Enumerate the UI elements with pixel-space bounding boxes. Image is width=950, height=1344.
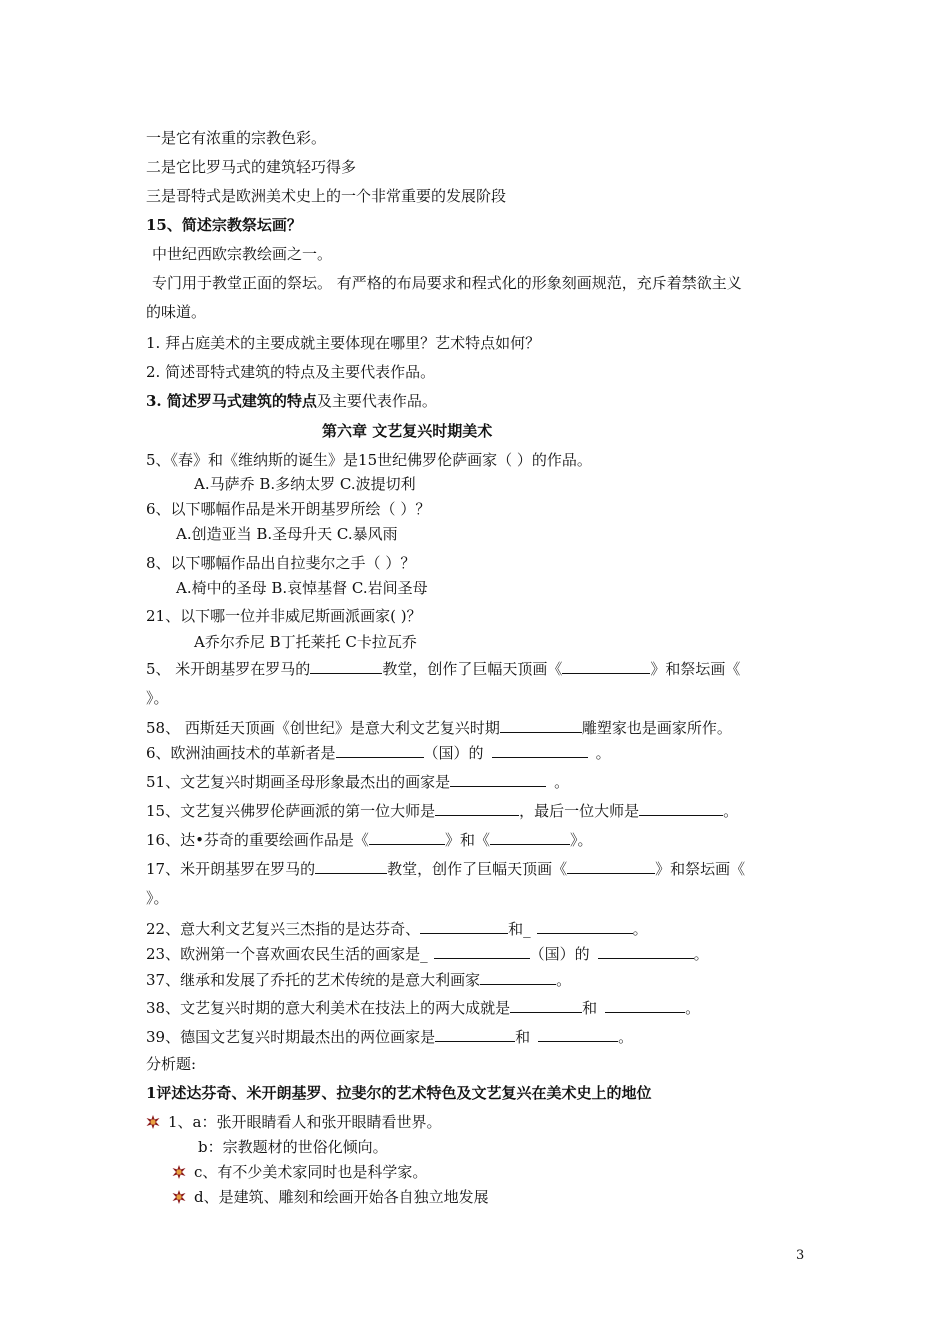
question-options: A.创造亚当 B.圣母升天 C.暴风雨 [176, 525, 398, 543]
answer-blank [510, 997, 582, 1013]
text-span: 。 [554, 773, 570, 791]
text-span: 。 [632, 920, 648, 938]
fill-blank-line [146, 858, 745, 879]
fill-blank-line [146, 969, 571, 990]
answer-blank [434, 943, 530, 959]
text-span: 。 [556, 971, 572, 989]
answer-blank [500, 717, 582, 733]
text-span: 1、a：张开眼睛看人和张开眼睛看世界。 [168, 1113, 442, 1131]
text-span: 》。 [569, 831, 593, 849]
text-span: 39、德国文艺复兴时期最杰出的两位画家是 [146, 1028, 436, 1046]
text-span: 17、米开朗基罗在罗马的 [146, 860, 316, 878]
text-line: b：宗教题材的世俗化倾向。 [198, 1138, 388, 1156]
question-text: 6、以下哪幅作品是米开朗基罗所绘（ ）？ [146, 500, 431, 518]
question-options: A乔尔乔尼 B丁托莱托 C卡拉瓦乔 [194, 633, 417, 651]
section-heading: 分析题: [146, 1055, 197, 1073]
bullet-item [172, 1162, 427, 1182]
text-span: 。 [723, 802, 739, 820]
text-span: 。 [618, 1028, 634, 1046]
text-span: 和 [582, 999, 598, 1017]
answer-blank [369, 829, 445, 845]
answer-blank [538, 1026, 618, 1042]
text-span: d、是建筑、雕刻和绘画开始各自独立地发展 [194, 1188, 489, 1206]
fill-blank-line [146, 943, 709, 964]
fill-blank-line [146, 829, 592, 850]
text-span: 51、文艺复兴时期画圣母形象最杰出的画家是 [146, 773, 451, 791]
question-text: 5、《春》和《维纳斯的诞生》是15世纪佛罗伦萨画家（ ）的作品。 [146, 451, 592, 469]
answer-blank [435, 800, 519, 816]
bullet-item [146, 1112, 442, 1132]
text-span: 58、 西斯廷天顶画《创世纪》是意大利文艺复兴时期 [146, 719, 500, 737]
text-span: 》和祭坛画《 [655, 860, 746, 878]
answer-blank [450, 771, 546, 787]
question-options: A.椅中的圣母 B.哀悼基督 C.岩间圣母 [176, 579, 428, 597]
fill-blank-line [146, 1026, 633, 1047]
answer-blank [639, 800, 723, 816]
answer-blank [492, 742, 588, 758]
text-span: c、有不少美术家同时也是科学家。 [194, 1163, 428, 1181]
star-bullet-icon [172, 1164, 186, 1178]
answer-blank [605, 997, 685, 1013]
answer-blank [480, 969, 556, 985]
text-line: 》。 [146, 889, 169, 907]
text-line: 中世纪西欧宗教绘画之一。 [152, 245, 333, 263]
fill-blank-line [146, 997, 700, 1018]
chapter-title: 第六章 文艺复兴时期美术 [322, 422, 493, 440]
text-span: 。 [595, 744, 611, 762]
answer-blank [562, 658, 650, 674]
text-line: 专门用于教堂正面的祭坛。 有严格的布局要求和程式化的形象刻画规范，充斥着禁欲主义 [152, 274, 742, 292]
text-span: （国）的 [529, 945, 590, 963]
text-span: 37、继承和发展了乔托的艺术传统的是意大利画家 [146, 971, 481, 989]
text-span: 》和《 [444, 831, 490, 849]
text-line: 二是它比罗马式的建筑轻巧得多 [146, 158, 357, 176]
text-span: 5、 米开朗基罗在罗马的 [146, 660, 311, 678]
question-options: A.马萨乔 B.多纳太罗 C.波提切利 [194, 475, 416, 493]
question-heading: 15、简述宗教祭坛画？ [146, 216, 302, 234]
question-text: 8、以下哪幅作品出自拉斐尔之手（ ）？ [146, 554, 416, 572]
text-span: 》和祭坛画《 [650, 660, 741, 678]
text-span: 和 [515, 1028, 531, 1046]
text-bold: 3. 简述罗马式建筑的特点 [146, 392, 317, 410]
text-span: 6、欧洲油画技术的革新者是 [146, 744, 336, 762]
star-bullet-icon [146, 1114, 160, 1128]
text-span: 和_ [508, 920, 531, 938]
text-span: 及主要代表作品。 [316, 392, 437, 410]
answer-blank [567, 858, 655, 874]
answer-blank [336, 742, 424, 758]
star-bullet-icon [172, 1189, 186, 1203]
question-text: 21、以下哪一位并非威尼斯画派画家( )？ [146, 607, 422, 625]
text-span: 雕塑家也是画家所作。 [581, 719, 732, 737]
text-span: 教堂，创作了巨幅天顶画《 [382, 660, 563, 678]
text-line: 1. 拜占庭美术的主要成就主要体现在哪里？艺术特点如何？ [146, 334, 541, 352]
fill-blank-line [146, 800, 738, 821]
text-line: 的味道。 [146, 303, 207, 321]
page-number: 3 [796, 1248, 805, 1263]
text-span: 16、达•芬奇的重要绘画作品是《 [146, 831, 369, 849]
answer-blank [537, 918, 633, 934]
fill-blank-line [146, 771, 569, 792]
text-span: 38、文艺复兴时期的意大利美术在技法上的两大成就是 [146, 999, 511, 1017]
text-span: （国）的 [423, 744, 484, 762]
text-line [146, 391, 437, 411]
text-span: 。 [693, 945, 709, 963]
text-line: 三是哥特式是欧洲美术史上的一个非常重要的发展阶段 [146, 187, 507, 205]
fill-blank-line [146, 742, 611, 763]
answer-blank [490, 829, 570, 845]
text-span: 15、文艺复兴佛罗伦萨画派的第一位大师是 [146, 802, 436, 820]
answer-blank [420, 918, 508, 934]
answer-blank [598, 943, 694, 959]
text-line: 2. 简述哥特式建筑的特点及主要代表作品。 [146, 363, 436, 381]
fill-blank-line [146, 717, 732, 738]
text-span: ，最后一位大师是 [519, 802, 640, 820]
text-span: 教堂，创作了巨幅天顶画《 [387, 860, 568, 878]
bullet-item [172, 1187, 489, 1207]
answer-blank [315, 858, 387, 874]
text-span: 。 [685, 999, 701, 1017]
fill-blank-line [146, 658, 740, 679]
text-line: 》。 [146, 689, 169, 707]
answer-blank [435, 1026, 515, 1042]
question-heading: 1评述达芬奇、米开朗基罗、拉斐尔的艺术特色及文艺复兴在美术史上的地位 [146, 1084, 652, 1102]
text-line: 一是它有浓重的宗教色彩。 [146, 129, 327, 147]
fill-blank-line [146, 918, 648, 939]
answer-blank [310, 658, 382, 674]
text-span: 23、欧洲第一个喜欢画农民生活的画家是_ [146, 945, 428, 963]
text-span: 22、意大利文艺复兴三杰指的是达芬奇、 [146, 920, 421, 938]
